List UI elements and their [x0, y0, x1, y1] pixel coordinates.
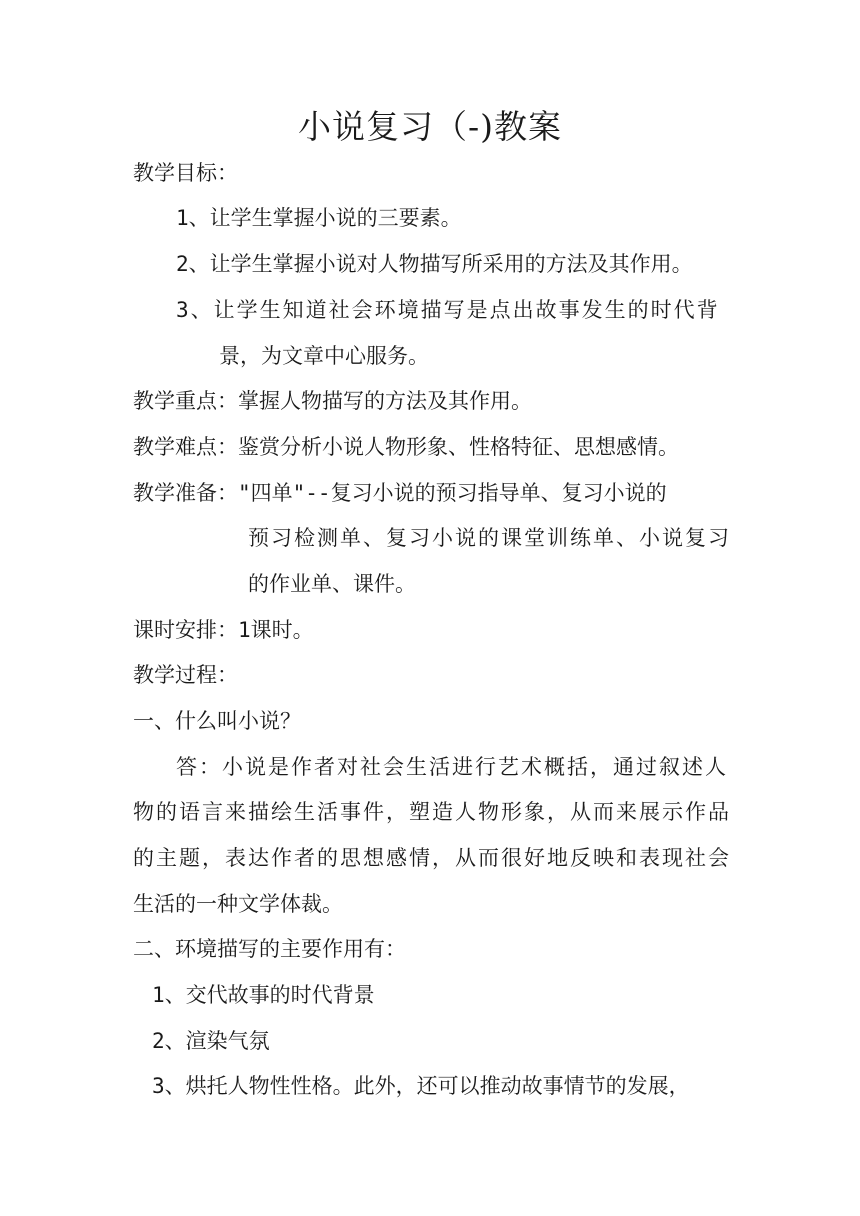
section1-answer-line-2: 物的语言来描绘生活事件，塑造人物形象，从而来展示作品 [133, 800, 731, 824]
document-title: 小说复习（-)教案 [297, 107, 563, 146]
objective-item-3-continuation: 景，为文章中心服务。 [219, 344, 429, 368]
section2-heading: 二、环境描写的主要作用有： [133, 937, 406, 961]
objective-item-3: 3、让学生知道社会环境描写是点出故事发生的时代背 [176, 298, 720, 322]
preparation-line-2: 预习检测单、复习小说的课堂训练单、小说复习 [248, 526, 731, 550]
schedule: 课时安排：1课时。 [133, 618, 314, 642]
section2-item-2: 2、渲染气氛 [152, 1029, 270, 1053]
objective-item-1: 1、让学生掌握小说的三要素。 [176, 206, 462, 230]
section2-item-1: 1、交代故事的时代背景 [152, 983, 375, 1007]
section2-item-3: 3、烘托人物性性格。此外，还可以推动故事情节的发展， [152, 1074, 690, 1098]
key-point: 教学重点：掌握人物描写的方法及其作用。 [133, 389, 532, 413]
preparation-line-3: 的作业单、课件。 [248, 572, 416, 596]
section1-answer-line-1: 答：小说是作者对社会生活进行艺术概括，通过叙述人 [176, 755, 728, 779]
preparation-line-1: 教学准备："四单"--复习小说的预习指导单、复习小说的 [133, 481, 667, 505]
objectives-heading: 教学目标： [133, 161, 238, 185]
section1-answer-line-3: 的主题，表达作者的思想感情，从而很好地反映和表现社会 [133, 846, 731, 870]
section1-answer-line-4: 生活的一种文学体裁。 [133, 892, 343, 916]
objective-item-2: 2、让学生掌握小说对人物描写所采用的方法及其作用。 [176, 252, 693, 276]
section1-heading: 一、什么叫小说？ [133, 709, 301, 733]
difficulty: 教学难点：鉴赏分析小说人物形象、性格特征、思想感情。 [133, 435, 679, 459]
process-heading: 教学过程： [133, 663, 238, 687]
